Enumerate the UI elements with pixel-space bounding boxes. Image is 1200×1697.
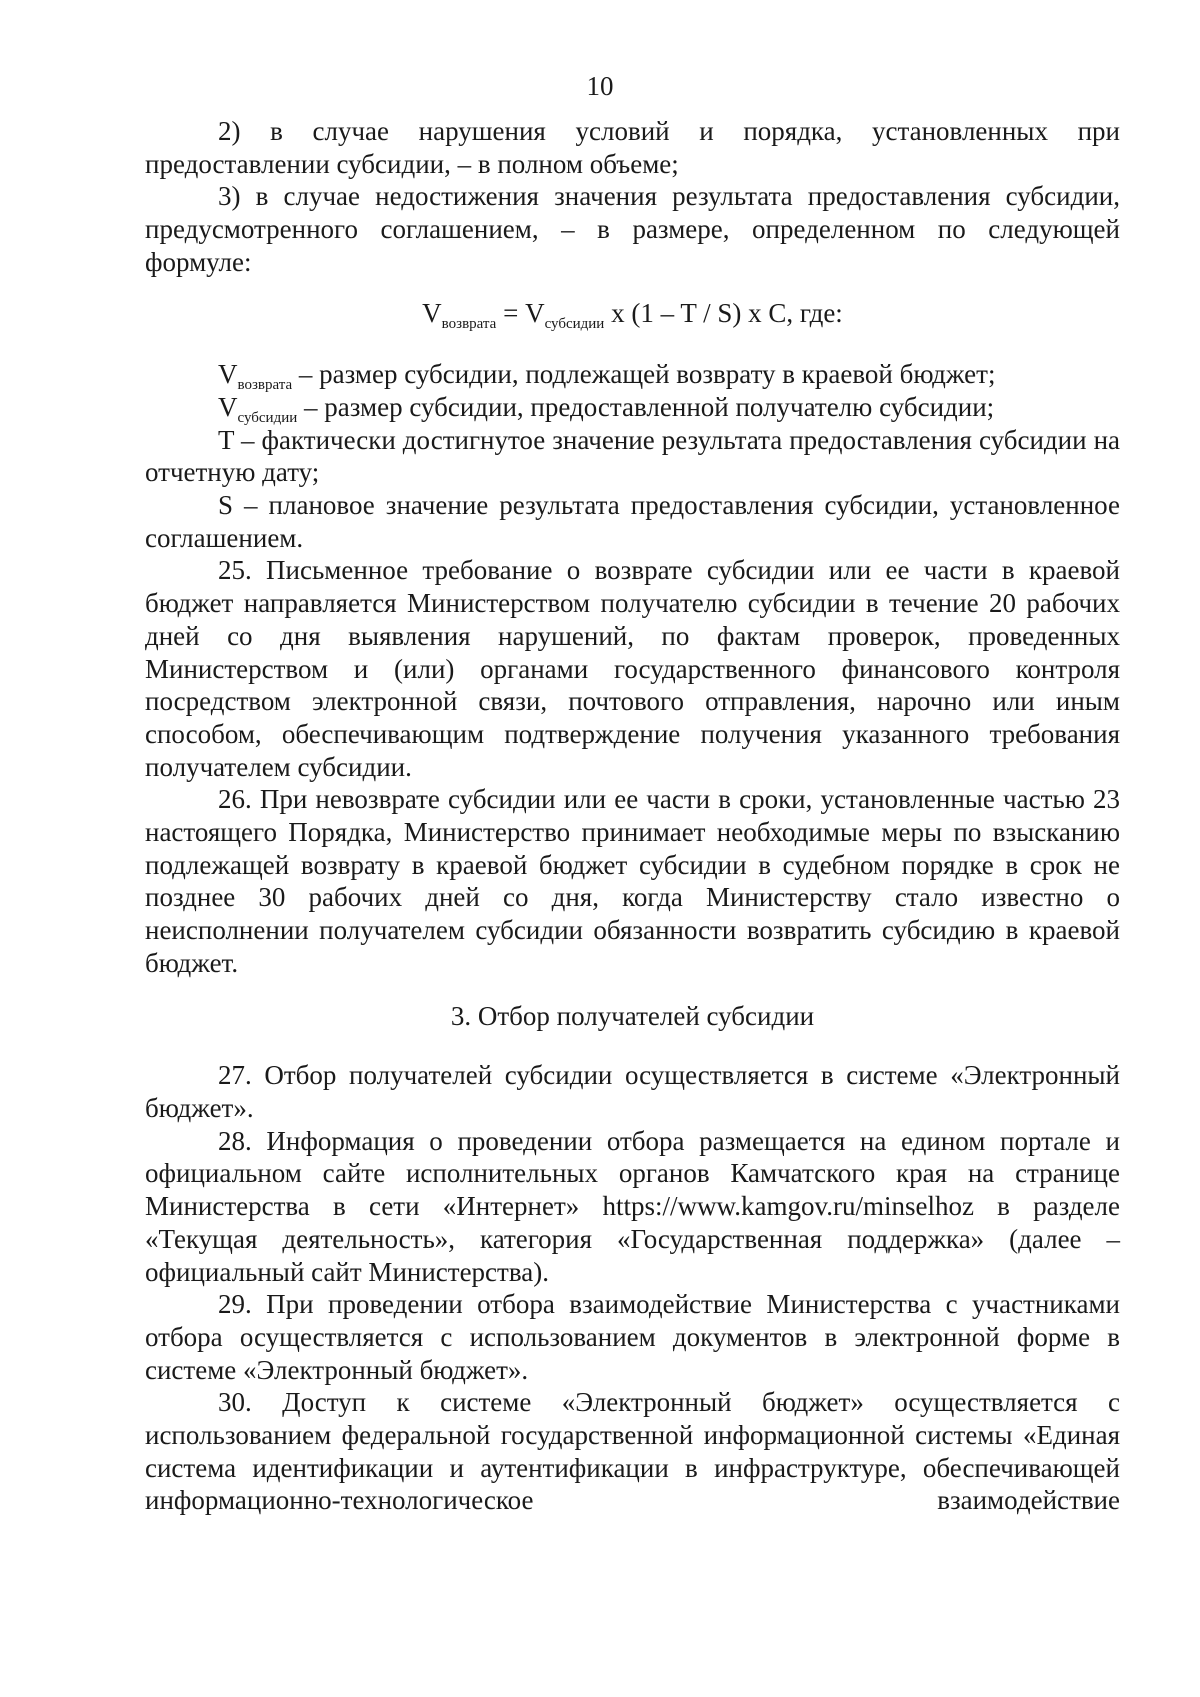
definition-symbol: S — [218, 490, 234, 521]
definition-s — [145, 489, 1120, 554]
formula-v-return-subscript: возврата — [441, 315, 497, 332]
document-body — [145, 115, 1120, 1517]
definition-text: – плановое значение результата предоставления субсидии, установленное соглашением. — [145, 490, 1120, 553]
definition-text: – размер субсидии, подлежащей возврату в краевой бюджет; — [292, 359, 996, 390]
paragraph-item-29: 29. При проведении отбора взаимодействие Министерства с участниками отбора осуществляется с использованием документов в электронной форме в системе «Электронный бюджет». — [145, 1289, 1120, 1385]
definition-t — [145, 424, 1120, 489]
paragraph-item-25: 25. Письменное требование о возврате субсидии или ее части в краевой бюджет направляется Министерством получателю субсидии в течение 20 рабочих дней со дня выявления нарушений, по фактам проверок, проведенных Министерством и (или) органами государственного финансового контроля посредством электронной связи, почтового отправления, нарочно или иным способом, обеспечивающим подтверждение получения указанного требования получателем субсидии. — [145, 555, 1120, 782]
formula-v-subsidy-subscript: субсидии — [544, 315, 605, 332]
section-heading: 3. Отбор получателей субсидии — [450, 1000, 815, 1031]
paragraph-item-28: 28. Информация о проведении отбора размещается на едином портале и официальном сайте исполнительных органов Камчатского края на странице Министерства в сети «Интернет» https://www.kamgov.ru/minselhoz в разделе «Текущая деятельность», категория «Государственная поддержка» (далее – официальный сайт Министерства). — [145, 1125, 1120, 1287]
definition-symbol: T — [218, 424, 235, 455]
formula-equals: = — [496, 297, 526, 328]
paragraph-item-2: 2) в случае нарушения условий и порядка, установленных при предоставлении субсидии, – в полном объеме; — [145, 116, 1120, 179]
return-formula — [145, 279, 1120, 359]
definition-subscript: возврата — [237, 377, 293, 394]
definition-v-subsidy — [145, 391, 1120, 424]
definition-v-return — [145, 358, 1120, 394]
page-number: 10 — [586, 71, 614, 101]
formula-rest: x (1 – T / S) x C, где: — [604, 297, 843, 328]
paragraph-item-30: 30. Доступ к системе «Электронный бюджет» осуществляется с использованием федеральной государственной информационной системы «Единая система идентификации и аутентификации в инфраструктуре, обеспечивающей информационно-технологическое взаимодействие — [145, 1387, 1120, 1516]
paragraph-item-27: 27. Отбор получателей субсидии осуществляется в системе «Электронный бюджет». — [145, 1060, 1120, 1123]
definition-subscript: субсидии — [237, 409, 298, 426]
definition-symbol: V — [218, 391, 238, 422]
definition-symbol: V — [218, 359, 238, 390]
paragraph-item-3: 3) в случае недостижения значения результата предоставления субсидии, предусмотренного соглашением, – в размере, определенном по следующей формуле: — [145, 181, 1120, 277]
formula-v-subsidy: V — [525, 297, 545, 328]
definition-text: – размер субсидии, предоставленной получателю субсидии; — [297, 391, 995, 422]
paragraph-item-26: 26. При невозврате субсидии или ее части в сроки, установленные частью 23 настоящего Порядка, Министерство принимает необходимые меры по взысканию подлежащей возврату в краевой бюджет субсидии в судебном порядке в срок не позднее 30 рабочих дней со дня, когда Министерству стало известно о неисполнении получателем субсидии обязанности возвратить субсидию в краевой бюджет. — [145, 784, 1120, 978]
formula-v-return: V — [422, 297, 442, 328]
definition-text: – фактически достигнутое значение результата предоставления субсидии на отчетную дату; — [145, 424, 1120, 488]
